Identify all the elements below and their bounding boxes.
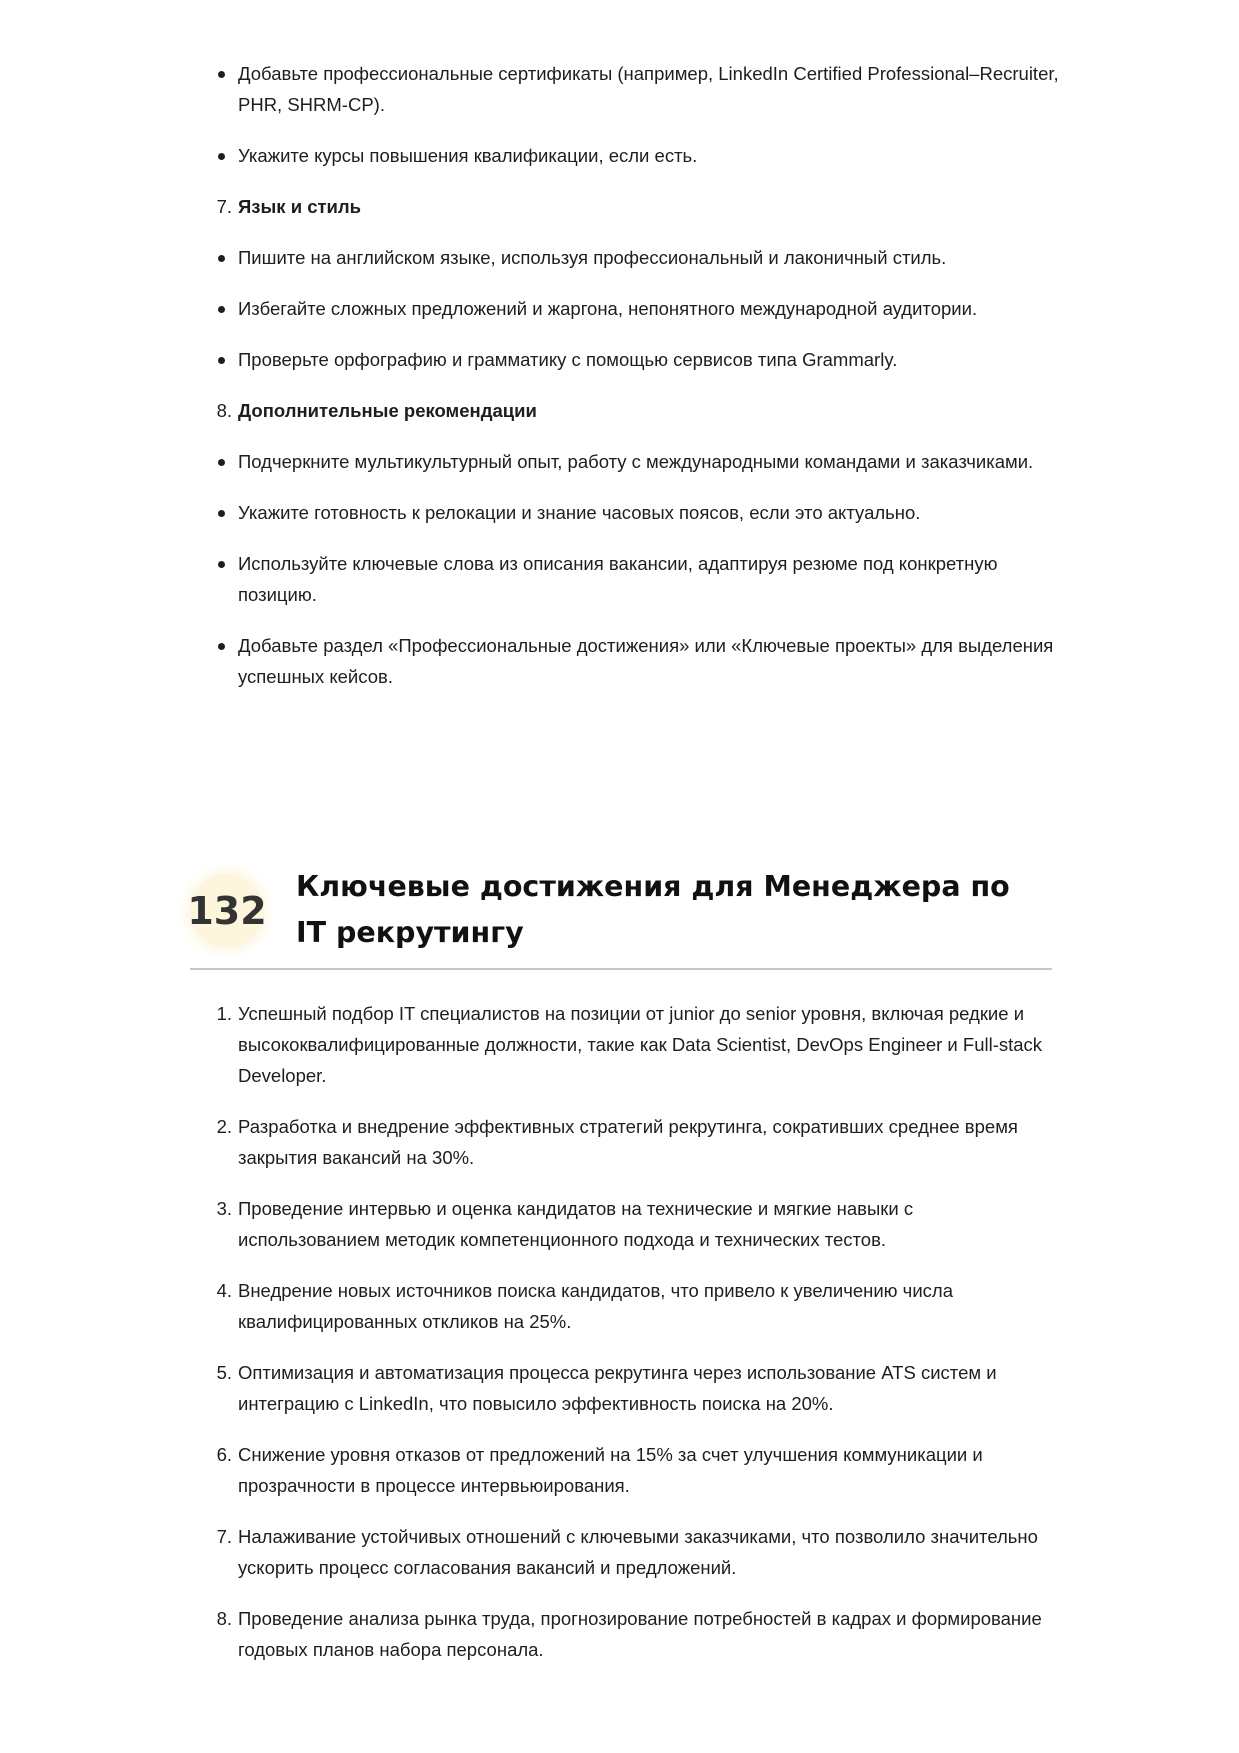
item-number: 6. — [216, 1444, 232, 1465]
list-item — [190, 344, 1060, 375]
section-title: Дополнительные рекомендации — [238, 400, 537, 421]
section-heading-item — [190, 191, 1060, 222]
item-number: 2. — [216, 1116, 232, 1137]
bullet-icon — [218, 459, 225, 466]
achievement-item — [190, 1603, 1060, 1665]
list-item-text: Укажите курсы повышения квалификации, если есть. — [238, 145, 698, 166]
item-number: 5. — [216, 1362, 232, 1383]
achievement-item — [190, 1275, 1060, 1337]
bullet-icon — [218, 71, 225, 78]
achievement-text: Успешный подбор IT специалистов на позиции от junior до senior уровня, включая редкие и высококвалифицированные должности, такие как Data Scientist, DevOps Engineer и Full-stack Developer. — [238, 1003, 1043, 1086]
achievement-text: Проведение интервью и оценка кандидатов на технические и мягкие навыки с использованием методик компетенционного подхода и технических тестов. — [238, 1198, 914, 1250]
list-item-text: Избегайте сложных предложений и жаргона, непонятного международной аудитории. — [238, 298, 978, 319]
list-item-text: Проверьте орфографию и грамматику с помощью сервисов типа Grammarly. — [238, 349, 898, 370]
list-item — [190, 630, 1060, 692]
achievements-list — [190, 998, 1060, 1685]
section-number: 8. — [216, 400, 232, 421]
achievement-text: Снижение уровня отказов от предложений на 15% за счет улучшения коммуникации и прозрачности в процессе интервьюирования. — [238, 1444, 983, 1496]
bullet-icon — [218, 561, 225, 568]
achievement-text: Оптимизация и автоматизация процесса рекрутинга через использование ATS систем и интеграцию с LinkedIn, что повысило эффективность поиска на 20%. — [238, 1362, 997, 1414]
bullet-icon — [218, 153, 225, 160]
bullet-icon — [218, 510, 225, 517]
achievement-item — [190, 1193, 1060, 1255]
section-number: 7. — [216, 196, 232, 217]
list-item-text: Добавьте профессиональные сертификаты (например, LinkedIn Certified Professional–Recruiter, PHR, SHRM-CP). — [238, 63, 1059, 115]
achievement-item — [190, 998, 1060, 1091]
list-item-text: Используйте ключевые слова из описания вакансии, адаптируя резюме под конкретную позицию. — [238, 553, 998, 605]
item-number: 4. — [216, 1280, 232, 1301]
achievement-item — [190, 1439, 1060, 1501]
section-title: Ключевые достижения для Менеджера по IT рекрутингу — [296, 870, 1010, 949]
section-header — [187, 870, 1052, 970]
item-number: 3. — [216, 1198, 232, 1219]
list-item — [190, 140, 1060, 171]
list-item-text: Подчеркните мультикультурный опыт, работу с международными командами и заказчиками. — [238, 451, 1034, 472]
achievement-text: Налаживание устойчивых отношений с ключевыми заказчиками, что позволило значительно ускорить процесс согласования вакансий и предложений. — [238, 1526, 1038, 1578]
section-heading-item — [190, 395, 1060, 426]
item-number: 1. — [216, 1003, 232, 1024]
list-item — [190, 58, 1060, 120]
item-number: 8. — [216, 1608, 232, 1629]
recommendations-list — [190, 58, 1060, 712]
item-number: 7. — [216, 1526, 232, 1547]
list-item-text: Пишите на английском языке, используя профессиональный и лаконичный стиль. — [238, 247, 947, 268]
section-number-badge: 132 — [190, 874, 264, 948]
achievement-item — [190, 1357, 1060, 1419]
section-title: Язык и стиль — [238, 196, 362, 217]
list-item — [190, 242, 1060, 273]
bullet-icon — [218, 643, 225, 650]
list-item — [190, 497, 1060, 528]
bullet-icon — [218, 255, 225, 262]
achievement-text: Разработка и внедрение эффективных стратегий рекрутинга, сокративших среднее время закрытия вакансий на 30%. — [238, 1116, 1018, 1168]
achievement-item — [190, 1521, 1060, 1583]
bullet-icon — [218, 306, 225, 313]
achievement-text: Внедрение новых источников поиска кандидатов, что привело к увеличению числа квалифицированных откликов на 25%. — [238, 1280, 953, 1332]
list-item — [190, 446, 1060, 477]
bullet-icon — [218, 357, 225, 364]
achievement-text: Проведение анализа рынка труда, прогнозирование потребностей в кадрах и формирование годовых планов набора персонала. — [238, 1608, 1042, 1660]
list-item — [190, 548, 1060, 610]
achievement-item — [190, 1111, 1060, 1173]
list-item — [190, 293, 1060, 324]
list-item-text: Добавьте раздел «Профессиональные достижения» или «Ключевые проекты» для выделения успешных кейсов. — [238, 635, 1054, 687]
list-item-text: Укажите готовность к релокации и знание часовых поясов, если это актуально. — [238, 502, 921, 523]
